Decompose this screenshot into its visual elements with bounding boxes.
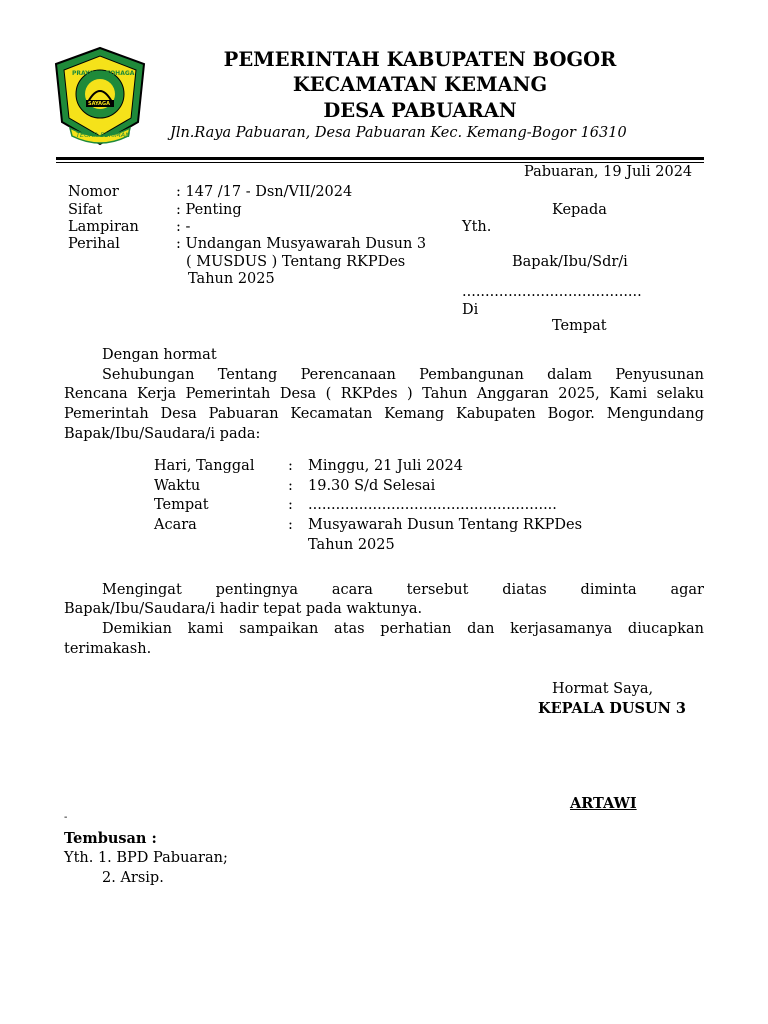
paragraph-1-line-2: Rencana Kerja Pemerintah Desa ( RKPdes ) Tahun Anggaran 2025, Kami selaku bbox=[64, 386, 704, 402]
perihal-value: : Undangan Musyawarah Dusun 3 bbox=[176, 236, 427, 252]
tembusan-item-2: 2. Arsip. bbox=[102, 870, 164, 886]
paragraph-1-line-3: Pemerintah Desa Pabuaran Kecamatan Kemang Kabupaten Bogor. Mengundang bbox=[64, 406, 704, 422]
nomor-label: Nomor bbox=[68, 184, 119, 200]
perihal-value-line-3: Tahun 2025 bbox=[188, 271, 275, 287]
greeting: Dengan hormat bbox=[102, 347, 217, 363]
closing-greeting: Hormat Saya, bbox=[552, 681, 654, 697]
schedule-hari-label: Hari, Tanggal bbox=[154, 458, 255, 474]
nomor-value: : 147 /17 - Dsn/VII/2024 bbox=[176, 184, 353, 200]
signer-name: ARTAWI bbox=[570, 795, 637, 812]
schedule-acara-value-line-2: Tahun 2025 bbox=[308, 537, 395, 553]
paragraph-1-line-1: Sehubungan Tentang Perencanaan Pembangunan dalam Penyusunan bbox=[102, 367, 704, 383]
lampiran-label: Lampiran bbox=[68, 219, 139, 235]
logo-center-text: SAYAGA bbox=[88, 101, 110, 107]
perihal-value-line-2: ( MUSDUS ) Tentang RKPDes bbox=[186, 254, 406, 270]
signer-position: KEPALA DUSUN 3 bbox=[538, 700, 686, 717]
recipient-tempat: Tempat bbox=[552, 318, 607, 334]
schedule-acara-colon: : bbox=[288, 517, 293, 533]
schedule-waktu-colon: : bbox=[288, 478, 293, 494]
kop-divider-thick bbox=[56, 157, 704, 160]
recipient-kepada: Kepada bbox=[552, 202, 607, 218]
sifat-label: Sifat bbox=[68, 202, 103, 218]
schedule-hari-value: Minggu, 21 Juli 2024 bbox=[308, 458, 463, 474]
perihal-label: Perihal bbox=[68, 236, 120, 252]
letter-date: Pabuaran, 19 Juli 2024 bbox=[524, 164, 693, 180]
schedule-tempat-value: ...................................................... bbox=[308, 497, 557, 513]
tembusan-item-1: Yth. 1. BPD Pabuaran; bbox=[64, 850, 228, 866]
schedule-acara-value: Musyawarah Dusun Tentang RKPDes bbox=[308, 517, 583, 533]
paragraph-2-line-1: Mengingat pentingnya acara tersebut diatas diminta agar bbox=[102, 582, 704, 598]
logo-ribbon-text: TEGAR BERIMAN bbox=[76, 131, 131, 139]
schedule-hari-colon: : bbox=[288, 458, 293, 474]
schedule-waktu-label: Waktu bbox=[154, 478, 201, 494]
schedule-acara-label: Acara bbox=[154, 517, 197, 533]
sifat-value: : Penting bbox=[176, 202, 242, 218]
recipient-di: Di bbox=[462, 302, 479, 318]
kop-address: Jln.Raya Pabuaran, Desa Pabuaran Kec. Kemang-Bogor 16310 bbox=[170, 125, 627, 141]
paragraph-3-line-2: terimakash. bbox=[64, 641, 152, 657]
schedule-tempat-colon: : bbox=[288, 497, 293, 513]
recipient-dots: ....................................... bbox=[462, 284, 642, 300]
paragraph-1-line-4: Bapak/Ibu/Saudara/i pada: bbox=[64, 426, 261, 442]
schedule-waktu-value: 19.30 S/d Selesai bbox=[308, 478, 436, 494]
tembusan-dash: - bbox=[64, 812, 68, 823]
logo bbox=[48, 44, 152, 152]
kop-line-1: PEMERINTAH KABUPATEN BOGOR bbox=[223, 48, 617, 71]
recipient-yth: Yth. bbox=[462, 219, 492, 235]
paragraph-3-line-1: Demikian kami sampaikan atas perhatian dan kerjasamanya diucapkan bbox=[102, 621, 704, 637]
logo-top-text: PRAYOGA TOHAGA bbox=[72, 70, 135, 77]
schedule-tempat-label: Tempat bbox=[154, 497, 209, 513]
kop-line-2: KECAMATAN KEMANG bbox=[292, 73, 548, 96]
tembusan-title: Tembusan : bbox=[64, 830, 157, 847]
lampiran-value: : - bbox=[176, 219, 191, 235]
paragraph-2-line-2: Bapak/Ibu/Saudara/i hadir tepat pada waktunya. bbox=[64, 601, 423, 617]
kop-line-3: DESA PABUARAN bbox=[323, 99, 517, 122]
kop-divider-thin bbox=[56, 162, 704, 163]
recipient-name: Bapak/Ibu/Sdr/i bbox=[512, 254, 628, 270]
